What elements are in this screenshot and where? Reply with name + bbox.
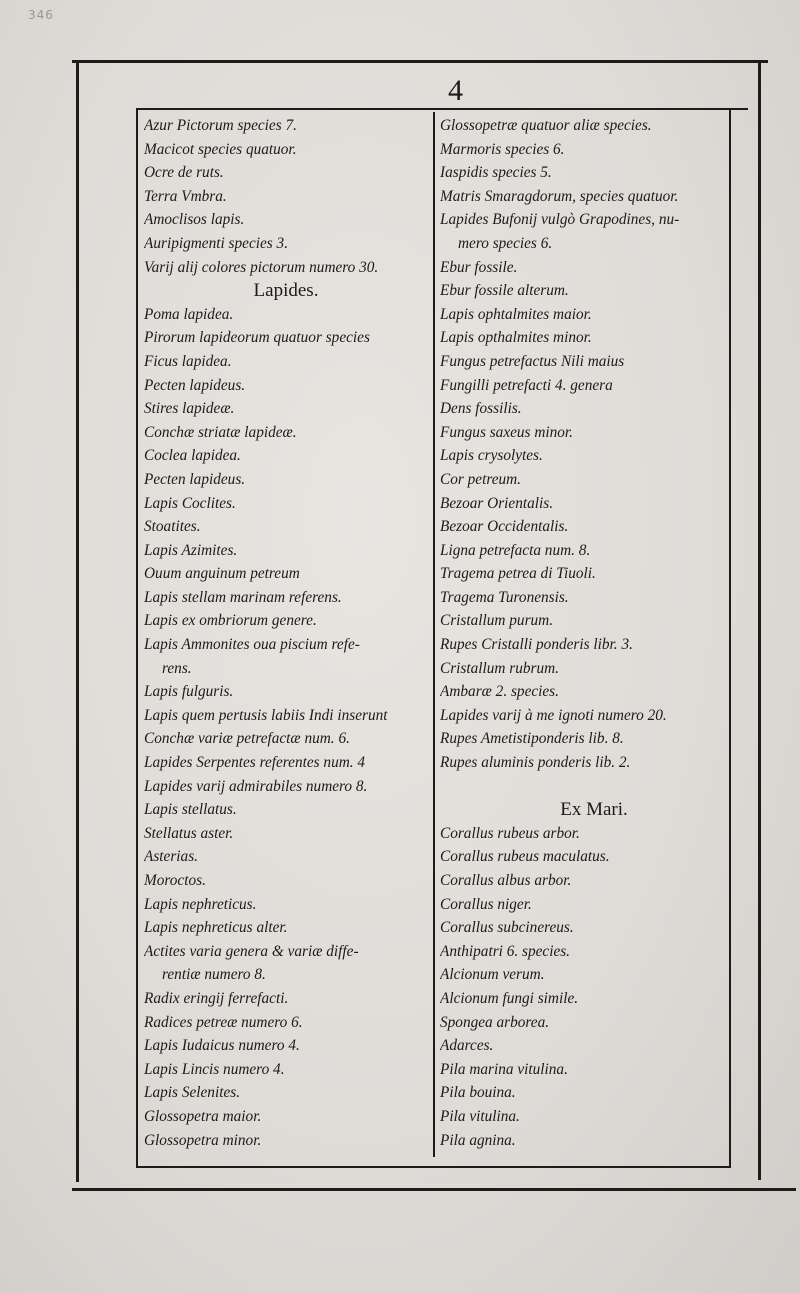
list-item: Cristallum rubrum.	[440, 659, 559, 677]
list-item: Asterias.	[144, 848, 198, 866]
list-item: Terra Vmbra.	[144, 187, 227, 205]
list-item: Lapis Iudaicus numero 4.	[144, 1037, 300, 1055]
list-item: Lapis crysolytes.	[440, 447, 543, 465]
bottom-inner-rule	[136, 1166, 731, 1168]
list-item: Rupes Ametistiponderis lib. 8.	[440, 730, 624, 748]
list-item: Macicot species quatuor.	[144, 140, 297, 158]
list-item: Lapides Serpentes referentes num. 4	[144, 754, 366, 772]
list-item-continuation: rentiæ numero 8.	[162, 966, 266, 984]
bottom-outer-rule	[72, 1188, 796, 1191]
list-item: Stoatites.	[144, 518, 201, 536]
list-item: Actites varia genera & variæ diffe-	[144, 942, 359, 960]
left-column	[144, 114, 428, 1152]
list-item: Corallus niger.	[440, 895, 532, 913]
list-item: Glossopetræ quatuor aliæ species.	[440, 117, 652, 134]
list-item: Fungus saxeus minor.	[440, 423, 573, 441]
list-item: Ebur fossile alterum.	[440, 282, 569, 300]
list-item: Auripigmenti species 3.	[144, 234, 289, 252]
right-inner-rule	[729, 110, 731, 1168]
list-item: Spongea arborea.	[440, 1013, 550, 1031]
column-divider	[433, 112, 435, 1157]
right-outer-rule	[758, 62, 761, 1180]
list-item: Conchæ striatæ lapideæ.	[144, 423, 297, 441]
list-item: Fungilli petrefacti 4. genera	[440, 376, 613, 394]
list-item: Pila bouina.	[440, 1084, 516, 1102]
list-item: Conchæ variæ petrefactæ num. 6.	[144, 730, 350, 748]
list-item: Ficus lapidea.	[144, 352, 232, 370]
list-item: Marmoris species 6.	[440, 140, 565, 158]
list-item: Corallus rubeus arbor.	[440, 824, 580, 842]
list-item: Radix eringij ferrefacti.	[144, 989, 289, 1007]
list-item: Moroctos.	[144, 872, 206, 889]
list-item: Lapis nephreticus.	[144, 895, 257, 913]
list-item: Corallus rubeus maculatus.	[440, 848, 610, 866]
list-item: Corallus subcinereus.	[440, 919, 574, 937]
list-item: Ambaræ 2. species.	[440, 683, 559, 701]
list-item: Amoclisos lapis.	[144, 211, 245, 229]
list-item: Lapides Bufonij vulgò Grapodines, nu-	[440, 211, 680, 229]
top-inner-rule	[136, 108, 748, 110]
list-item-continuation: mero species 6.	[458, 234, 553, 252]
list-item: Tragema petrea di Tiuoli.	[440, 565, 596, 583]
list-item: Lapides varij à me ignoti numero 20.	[440, 706, 667, 724]
list-item: Stires lapideæ.	[144, 400, 235, 418]
list-item: Matris Smaragdorum, species quatuor.	[440, 187, 679, 205]
right-column	[440, 114, 728, 1152]
list-item: Corallus albus arbor.	[440, 872, 572, 889]
list-item: Lapis Selenites.	[144, 1084, 241, 1102]
list-item: Cor petreum.	[440, 470, 522, 488]
list-item: Iaspidis species 5.	[440, 164, 552, 182]
list-item: Lapis Ammonites oua piscium refe-	[144, 636, 360, 654]
list-item: Lapis opthalmites minor.	[440, 329, 592, 347]
section-heading-lapides: Lapides.	[253, 280, 319, 302]
list-item: Stellatus aster.	[144, 824, 234, 842]
list-item: Lapis stellam marinam referens.	[144, 588, 342, 606]
list-item: Bezoar Orientalis.	[440, 494, 554, 512]
list-item: Lapis ex ombriorum genere.	[144, 612, 317, 630]
list-item: Pecten lapideus.	[144, 470, 246, 488]
list-item: Poma lapidea.	[144, 305, 234, 323]
list-item: Bezoar Occidentalis.	[440, 518, 569, 536]
list-item: Lapis ophtalmites maior.	[440, 305, 592, 323]
list-item: Rupes Cristalli ponderis libr. 3.	[440, 636, 633, 654]
list-item: Lapis Azimites.	[144, 541, 238, 559]
list-item: Lapis nephreticus alter.	[144, 919, 288, 937]
section-heading-ex-mari: Ex Mari.	[560, 799, 628, 821]
list-item: Ebur fossile.	[440, 258, 518, 276]
list-item: Pila vitulina.	[440, 1107, 520, 1125]
list-item: Lapis stellatus.	[144, 801, 237, 819]
list-item: Azur Pictorum species 7.	[144, 117, 297, 134]
list-item: Lapis fulguris.	[144, 683, 234, 701]
list-item: Adarces.	[440, 1037, 494, 1055]
list-item: Lapis quem pertusis labiis Indi inserunt	[144, 706, 388, 724]
list-item: Ligna petrefacta num. 8.	[440, 541, 591, 559]
list-item: Pecten lapideus.	[144, 376, 246, 394]
list-item: Dens fossilis.	[440, 400, 522, 418]
list-item: Radices petreæ numero 6.	[144, 1013, 303, 1031]
list-item: Alcionum fungi simile.	[440, 989, 579, 1007]
list-item: Anthipatri 6. species.	[440, 942, 571, 960]
list-item: Cristallum purum.	[440, 612, 554, 630]
list-item: Lapides varij admirabiles numero 8.	[144, 777, 368, 795]
left-inner-rule	[136, 110, 138, 1168]
list-item: Varij alij colores pictorum numero 30.	[144, 258, 379, 276]
list-item: Rupes aluminis ponderis lib. 2.	[440, 754, 631, 772]
list-item: Glossopetra maior.	[144, 1107, 262, 1125]
list-item: Coclea lapidea.	[144, 447, 241, 465]
list-item-continuation: rens.	[162, 659, 192, 677]
left-outer-rule	[76, 62, 79, 1182]
list-item: Pila agnina.	[440, 1131, 516, 1149]
top-outer-rule	[72, 60, 768, 63]
list-item: Tragema Turonensis.	[440, 588, 569, 606]
margin-note: 346	[28, 8, 54, 22]
list-item: Ouum anguinum petreum	[144, 565, 300, 583]
page-number: 4	[448, 74, 463, 107]
list-item: Fungus petrefactus Nili maius	[440, 352, 625, 370]
list-item: Alcionum verum.	[440, 966, 545, 984]
list-item: Lapis Lincis numero 4.	[144, 1060, 285, 1078]
list-item: Pila marina vitulina.	[440, 1060, 568, 1078]
list-item: Ocre de ruts.	[144, 164, 224, 182]
list-item: Pirorum lapideorum quatuor species	[144, 329, 370, 347]
list-item: Lapis Coclites.	[144, 494, 236, 512]
list-item: Glossopetra minor.	[144, 1131, 262, 1149]
